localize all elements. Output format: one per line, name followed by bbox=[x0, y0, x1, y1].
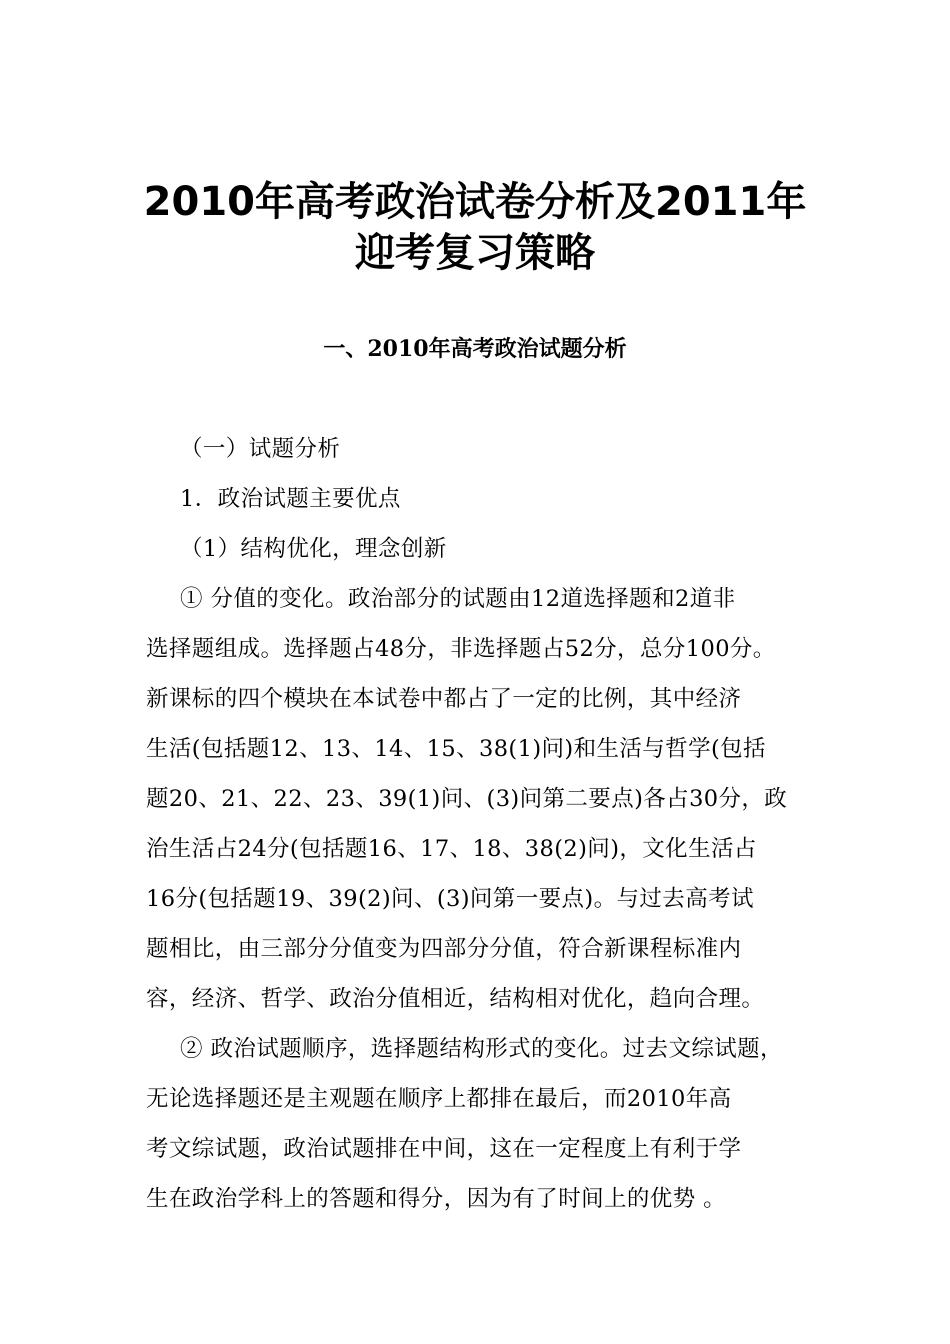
paragraph-line: 治生活占24分(包括题16、17、18、38(2)问)，文化生活占 bbox=[146, 836, 757, 862]
document-title-line-1: 2010年高考政治试卷分析及2011年 bbox=[143, 179, 807, 225]
paragraph-line: 16分(包括题19、39(2)问、(3)问第一要点)。与过去高考试 bbox=[146, 886, 754, 912]
paragraph-line: 题20、21、22、23、39(1)问、(3)问第二要点)各占30分，政 bbox=[146, 786, 788, 812]
paragraph-line: 无论选择题还是主观题在顺序上都排在最后，而2010年高 bbox=[146, 1086, 732, 1112]
paragraph-line: 容，经济、哲学、政治分值相近，结构相对优化，趋向合理。 bbox=[146, 986, 765, 1012]
sub-point-heading: （1）结构优化，理念创新 bbox=[180, 536, 447, 562]
paragraph-line: ② 政治试题顺序，选择题结构形式的变化。过去文综试题， bbox=[180, 1036, 783, 1062]
paragraph-line: ① 分值的变化。政治部分的试题由12道选择题和2道非 bbox=[180, 586, 736, 612]
subsection-heading: （一）试题分析 bbox=[180, 436, 341, 462]
point-heading: 1．政治试题主要优点 bbox=[180, 486, 401, 512]
document-title-line-2: 迎考复习策略 bbox=[355, 230, 595, 276]
paragraph-line: 生活(包括题12、13、14、15、38(1)问)和生活与哲学(包括 bbox=[146, 736, 766, 762]
paragraph-line: 题相比，由三部分分值变为四部分分值，符合新课程标准内 bbox=[146, 936, 742, 962]
section-heading: 一、2010年高考政治试题分析 bbox=[323, 336, 627, 362]
paragraph-line: 选择题组成。选择题占48分，非选择题占52分，总分100分。 bbox=[146, 636, 776, 662]
paragraph-line: 考文综试题，政治试题排在中间，这在一定程度上有利于学 bbox=[146, 1136, 742, 1162]
paragraph-line: 生在政治学科上的答题和得分，因为有了时间上的优势 。 bbox=[146, 1186, 727, 1212]
paragraph-line: 新课标的四个模块在本试卷中都占了一定的比例，其中经济 bbox=[146, 686, 742, 712]
